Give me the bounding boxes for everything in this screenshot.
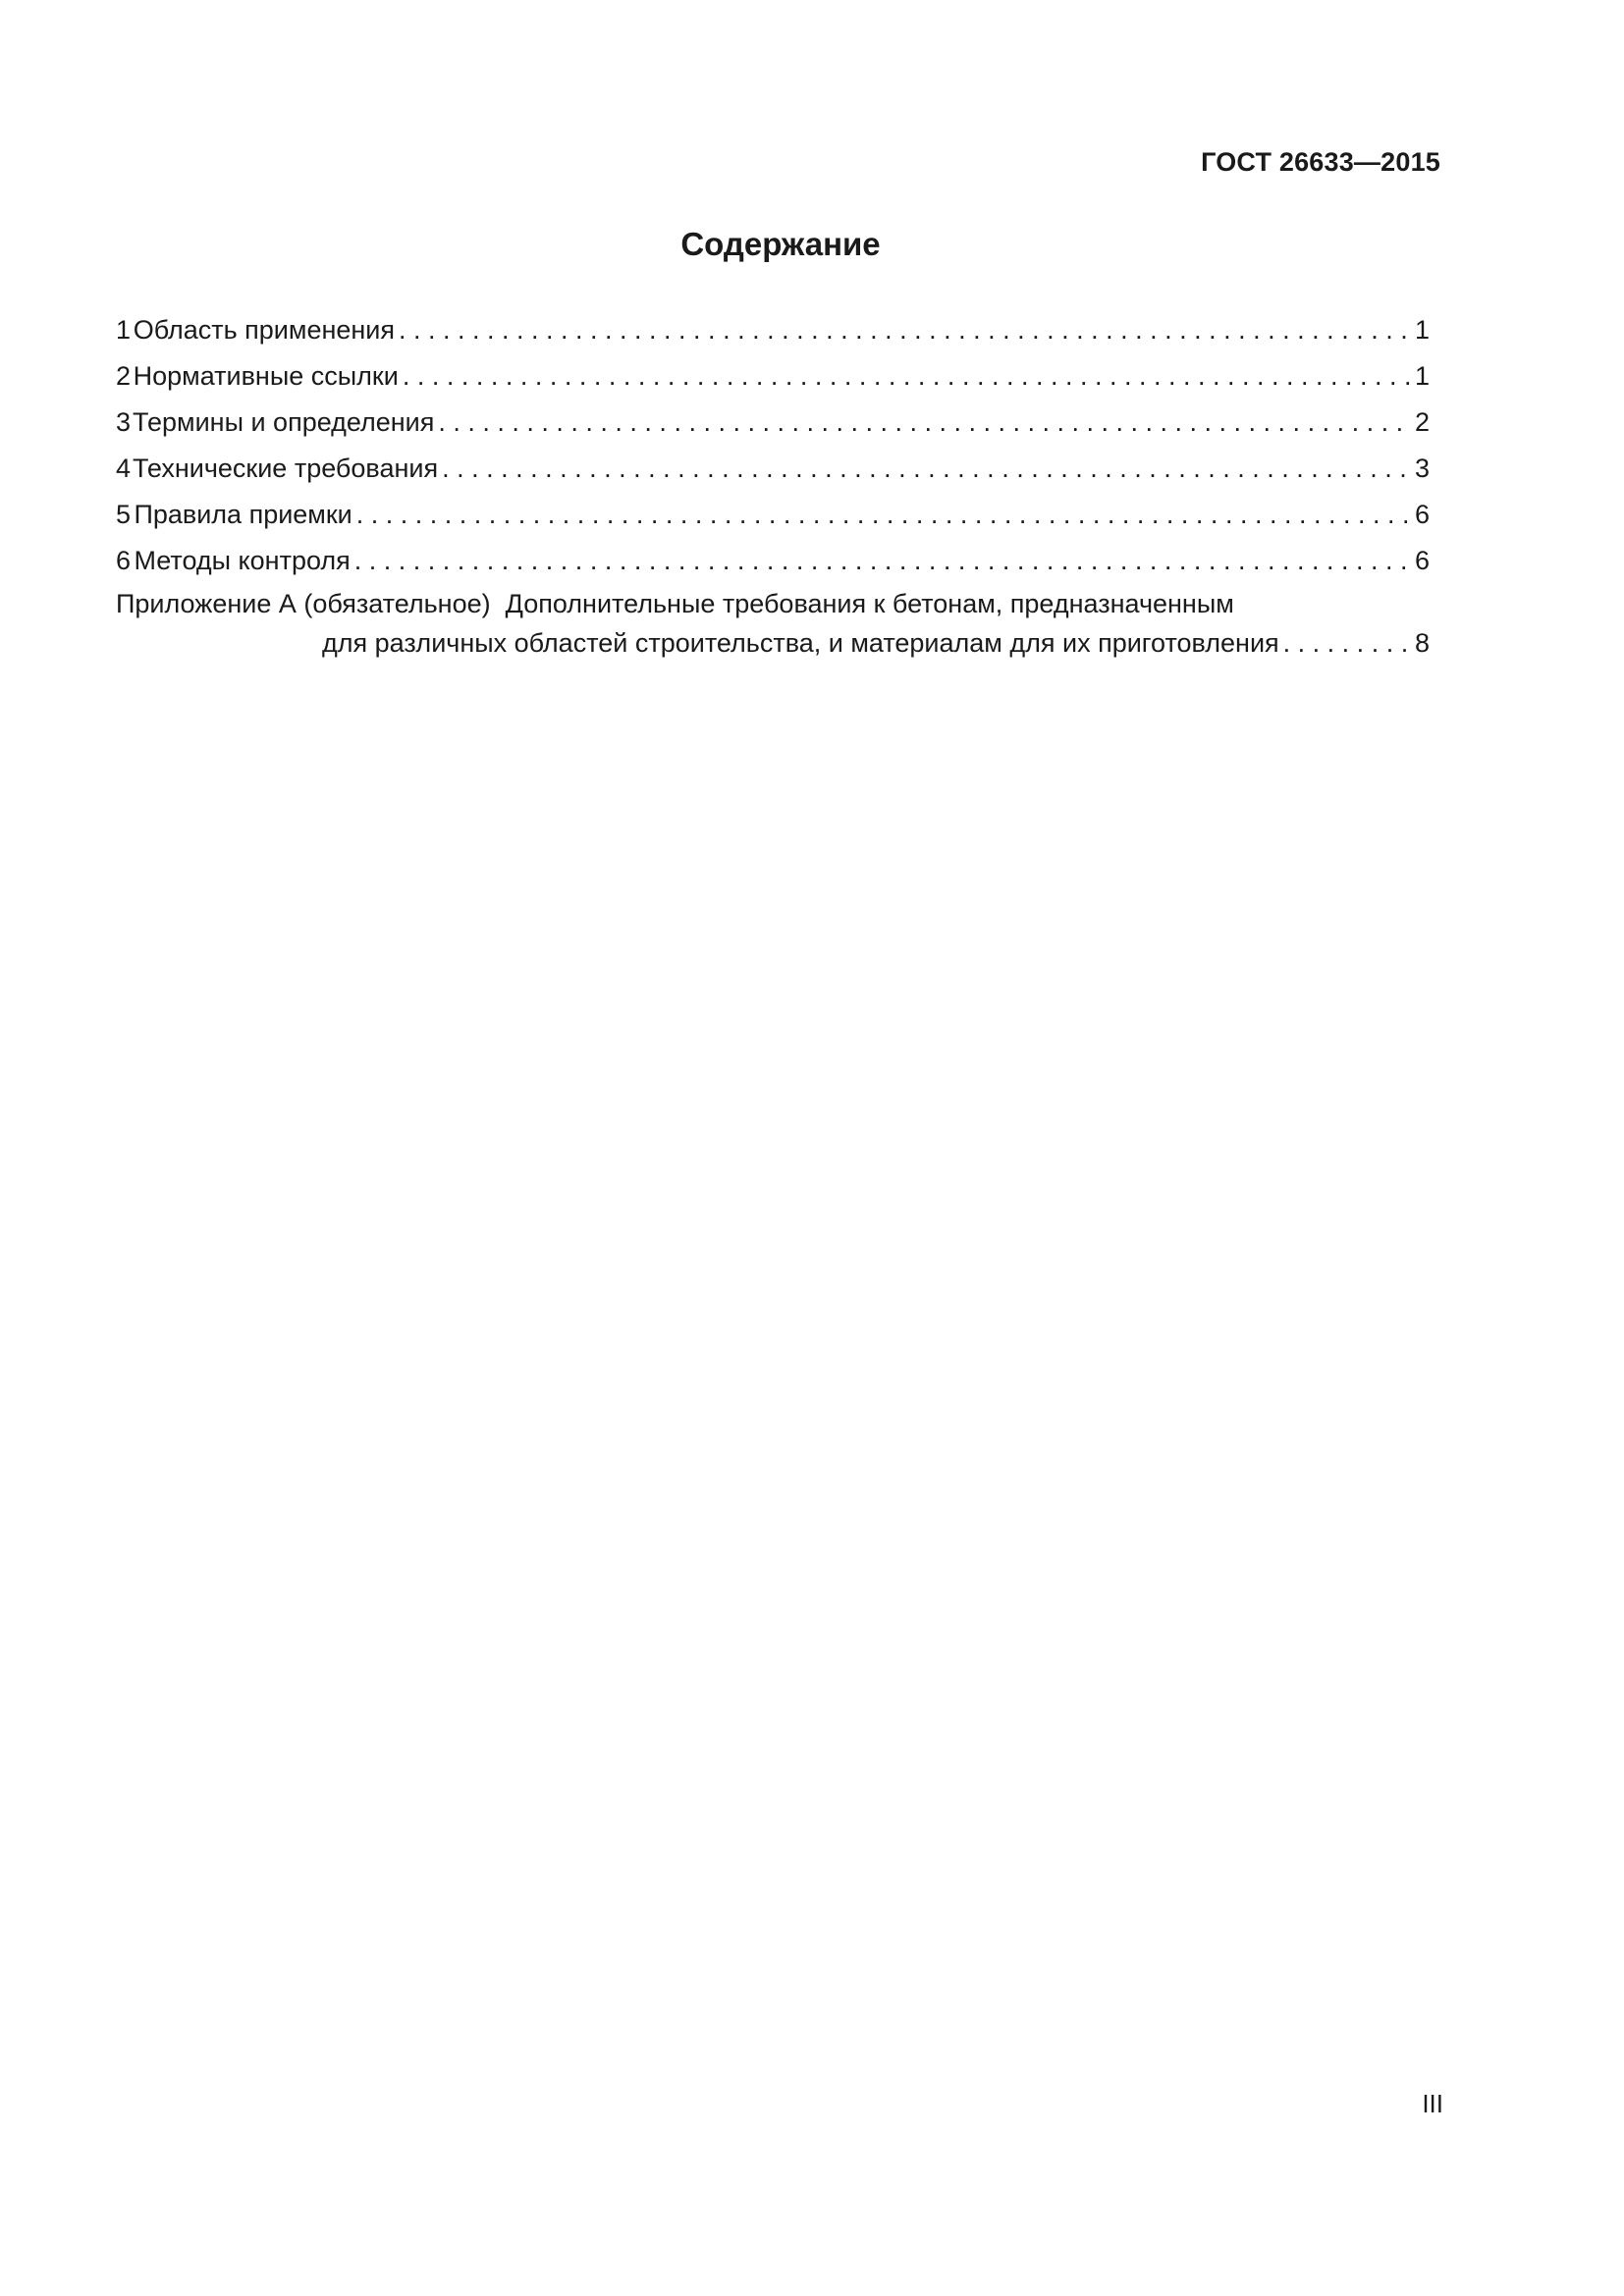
appendix-title-line2: для различных областей строительства, и материалам для их приготовления	[322, 628, 1279, 658]
appendix-title-line1: Дополнительные требования к бетонам, предназначенным	[505, 589, 1234, 618]
document-code: ГОСТ 26633—2015	[1201, 147, 1440, 177]
appendix-second-line	[116, 623, 1430, 663]
table-of-contents	[116, 307, 1430, 663]
toc-entry-page: 1	[1414, 315, 1430, 345]
dot-leader	[1283, 623, 1411, 663]
appendix-label: Приложение А (обязательное)	[116, 589, 491, 618]
dot-leader	[442, 446, 1411, 492]
toc-entry-title: Правила приемки	[134, 500, 352, 529]
appendix-first-line	[116, 584, 1430, 623]
toc-entry-3[interactable]	[116, 400, 1430, 446]
toc-entry-2[interactable]	[116, 353, 1430, 400]
appendix-page: 8	[1414, 628, 1430, 658]
toc-entry-1[interactable]	[116, 307, 1430, 353]
toc-entry-5[interactable]	[116, 492, 1430, 538]
toc-entry-number: 2	[116, 361, 132, 391]
toc-entry-title: Технические требования	[132, 454, 439, 483]
dot-leader	[354, 538, 1411, 584]
toc-entry-number: 3	[116, 407, 132, 437]
toc-entry-appendix-a[interactable]	[116, 584, 1430, 663]
toc-entry-4[interactable]	[116, 446, 1430, 492]
toc-entry-page: 6	[1414, 546, 1430, 575]
toc-entry-page: 3	[1414, 454, 1430, 483]
toc-entry-title: Область применения	[133, 315, 395, 345]
dot-leader	[403, 353, 1411, 400]
toc-entry-title: Методы контроля	[134, 546, 351, 575]
toc-entry-page: 6	[1414, 500, 1430, 529]
toc-entry-6[interactable]	[116, 538, 1430, 584]
page-number: III	[1422, 2089, 1443, 2118]
dot-leader	[356, 492, 1411, 538]
dot-leader	[438, 400, 1411, 446]
toc-entry-number: 5	[116, 500, 132, 529]
toc-entry-title: Термины и определения	[133, 407, 435, 437]
toc-entry-page: 1	[1414, 361, 1430, 391]
toc-entry-title: Нормативные ссылки	[133, 361, 399, 391]
dot-leader	[399, 307, 1411, 353]
toc-entry-number: 6	[116, 546, 132, 575]
toc-entry-number: 4	[116, 454, 132, 483]
toc-title: Содержание	[680, 226, 881, 262]
toc-entry-page: 2	[1414, 407, 1430, 437]
toc-entry-number: 1	[116, 315, 132, 345]
